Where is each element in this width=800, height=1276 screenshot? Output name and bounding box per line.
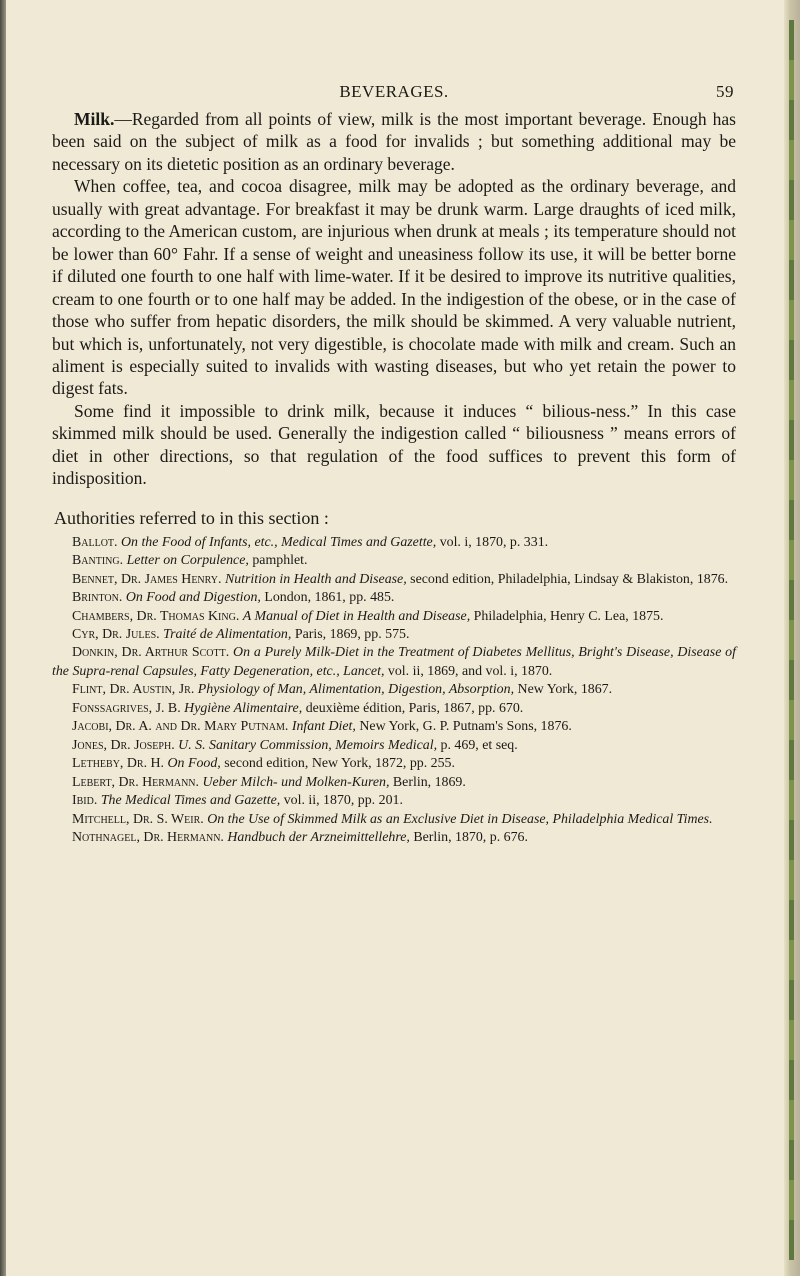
page-left-edge (0, 0, 6, 1276)
reference-details: Berlin, 1869. (392, 774, 466, 790)
reference-author: Cyr, Dr. Jules. (72, 626, 160, 642)
paragraph-biliousness: Some find it impossible to drink milk, because it induces “ bilious-ness.” In this case skimmed milk should be used. Generally the indigestion called “ biliousness ” means errors of diet in other directions, so that regulation of the food suffices to prevent this form of indisposition. (52, 400, 736, 489)
reference-entry (52, 589, 736, 607)
reference-author: Chambers, Dr. Thomas King. (72, 608, 240, 624)
reference-title: Letter on Corpulence, (126, 553, 249, 569)
reference-author: Ballot. (72, 534, 118, 550)
reference-author: Nothnagel, Dr. Hermann. (72, 829, 224, 845)
paragraph-milk (52, 108, 736, 175)
reference-entry (52, 718, 736, 736)
reference-details: New York, G. P. Putnam's Sons, 1876. (359, 719, 572, 735)
page-header (52, 82, 736, 108)
reference-title: On a Purely Milk-Diet in the Treatment of Diabetes Mellitus, Bright's Disease, Disease of the Supra-renal Capsules, Fatty Degeneration, etc., Lancet, (52, 645, 736, 679)
reference-title: On Food, (167, 756, 221, 772)
reference-details: deuxième édition, Paris, 1867, pp. 670. (305, 700, 524, 716)
reference-author: Letheby, Dr. H. (72, 756, 165, 772)
reference-title: On the Food of Infants, etc., Medical Times and Gazette, (121, 534, 437, 550)
reference-details: vol. ii, 1870, pp. 201. (283, 793, 403, 809)
reference-details: New York, 1867. (517, 682, 613, 698)
reference-entry (52, 552, 736, 570)
paragraph-lead: Milk. (74, 109, 115, 129)
reference-details: pamphlet. (252, 553, 308, 569)
reference-entry (52, 626, 736, 644)
reference-title: On the Use of Skimmed Milk as an Exclusive Diet in Disease, Philadelphia Medical Times. (207, 811, 713, 827)
reference-title: A Manual of Diet in Health and Disease, (242, 608, 471, 624)
reference-entry (52, 829, 736, 847)
reference-details: p. 469, et seq. (440, 737, 518, 753)
reference-title: On Food and Digestion, (125, 590, 261, 606)
reference-details: second edition, Philadelphia, Lindsay & Blakiston, 1876. (410, 571, 729, 587)
reference-author: Banting. (72, 553, 124, 569)
reference-author: Lebert, Dr. Hermann. (72, 774, 199, 790)
reference-title: Infant Diet, (291, 719, 356, 735)
reference-details: Philadelphia, Henry C. Lea, 1875. (473, 608, 664, 624)
reference-author: Mitchell, Dr. S. Weir. (72, 811, 204, 827)
reference-details: London, 1861, pp. 485. (264, 590, 395, 606)
reference-author: Brinton. (72, 590, 123, 606)
reference-title: Hygiène Alimentaire, (184, 700, 303, 716)
reference-entry (52, 811, 736, 829)
reference-title: U. S. Sanitary Commission, Memoirs Medical, (178, 737, 438, 753)
reference-title: Physiology of Man, Alimentation, Digestion, Absorption, (197, 682, 515, 698)
reference-entry (52, 571, 736, 589)
page (52, 82, 736, 847)
reference-entry (52, 755, 736, 773)
paragraph-ordinary-beverage: When coffee, tea, and cocoa disagree, milk may be adopted as the ordinary beverage, and usually with great advantage. For breakfast it may be drunk warm. Large draughts of iced milk, according to the American custom, are injurious when drunk at meals ; its temperature should not be lower than 60° Fahr. If a sense of weight and uneasiness follow its use, it will be better borne if diluted one fourth to one half with lime-water. If it be desired to improve its nutritive qualities, cream to one fourth or to one half may be added. In the indigestion of the obese, or in the case of those who suffer from hepatic disorders, the milk should be skimmed. A very valuable nutrient, but which is, unfortunately, not very digestible, is chocolate made with milk and cream. Such an aliment is especially suited to invalids with wasting diseases, but who yet retain the power to digest fats. (52, 176, 736, 399)
reference-title: Handbuch der Arzneimittellehre, (227, 829, 410, 845)
reference-author: Ibid. (72, 793, 98, 809)
reference-author: Bennet, Dr. James Henry. (72, 571, 222, 587)
reference-entry (52, 774, 736, 792)
page-number: 59 (716, 82, 734, 101)
reference-entry (52, 792, 736, 810)
reference-author: Donkin, Dr. Arthur Scott. (72, 645, 230, 661)
reference-author: Jacobi, Dr. A. and Dr. Mary Putnam. (72, 719, 289, 735)
reference-entry (52, 700, 736, 718)
reference-author: Flint, Dr. Austin, Jr. (72, 682, 195, 698)
reference-author: Fonssagrives, J. B. (72, 700, 181, 716)
authorities-heading: Authorities referred to in this section : (54, 507, 329, 528)
body-text (52, 108, 736, 490)
reference-details: second edition, New York, 1872, pp. 255. (224, 756, 455, 772)
reference-title: Ueber Milch- und Molken-Kuren, (202, 774, 390, 790)
reference-entry (52, 681, 736, 699)
reference-details: Berlin, 1870, p. 676. (413, 829, 528, 845)
reference-author: Jones, Dr. Joseph. (72, 737, 175, 753)
reference-entry (52, 608, 736, 626)
reference-entry (52, 644, 736, 681)
reference-list (52, 534, 736, 848)
reference-details: vol. ii, 1869, and vol. i, 1870. (387, 663, 553, 679)
running-head: BEVERAGES. (339, 82, 449, 101)
binding-stripe (789, 20, 794, 1260)
reference-title: The Medical Times and Gazette, (100, 793, 281, 809)
reference-entry (52, 534, 736, 552)
reference-details: Paris, 1869, pp. 575. (294, 626, 410, 642)
reference-entry (52, 737, 736, 755)
reference-title: Nutrition in Health and Disease, (224, 571, 407, 587)
paragraph-text: —Regarded from all points of view, milk is the most important beverage. Enough has been said on the subject of milk as a food for invalids ; but something additional may be necessary on its dietetic position as an ordinary beverage. (52, 109, 736, 174)
reference-details: vol. i, 1870, p. 331. (439, 534, 549, 550)
reference-title: Traité de Alimentation, (163, 626, 292, 642)
